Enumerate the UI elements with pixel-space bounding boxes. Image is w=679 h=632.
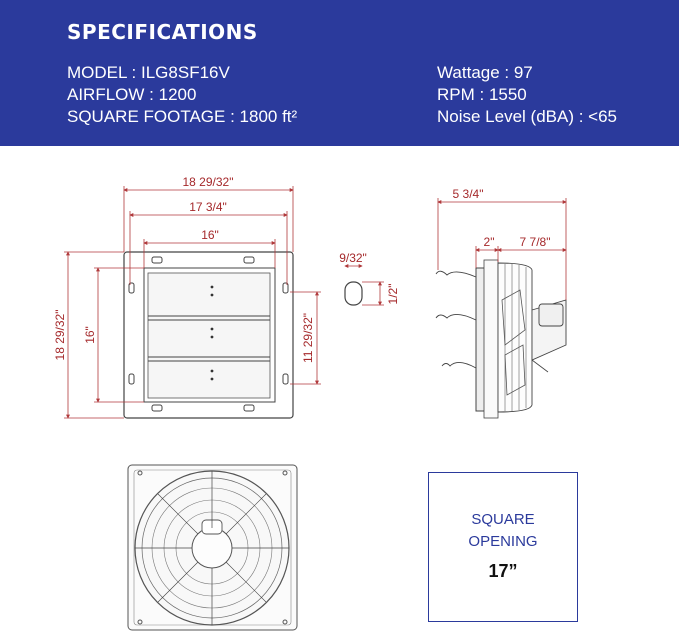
dim-opening-width: 16" xyxy=(201,228,219,242)
mount-slot xyxy=(129,374,134,384)
dim-flange: 2" xyxy=(483,235,495,249)
shutter-dot xyxy=(211,328,214,331)
shutter-panel xyxy=(148,273,270,398)
mount-slot xyxy=(244,405,254,411)
square-opening-box xyxy=(428,472,578,622)
shutter-dot xyxy=(211,336,214,339)
side-view-drawing xyxy=(436,187,566,418)
motor-housing xyxy=(539,304,563,326)
dim-opening-height: 16" xyxy=(83,326,97,344)
shutter-linkage xyxy=(442,362,476,368)
rear-view-drawing xyxy=(128,465,297,630)
square-opening-label: SQUARE OPENING xyxy=(468,511,538,550)
dim-slot-height: 1/2" xyxy=(386,283,400,305)
shutter-dot xyxy=(211,378,214,381)
square-opening-size: 17” xyxy=(488,561,518,581)
shutter-dot xyxy=(211,294,214,297)
spec-airflow: AIRFLOW : 1200 xyxy=(67,85,197,104)
spec-wattage: Wattage : 97 xyxy=(437,63,533,82)
shutter-dot xyxy=(211,286,214,289)
shutter-linkage xyxy=(436,271,476,277)
spec-rpm: RPM : 1550 xyxy=(437,85,527,104)
dim-slot-width: 9/32" xyxy=(339,251,367,265)
spec-model: MODEL : ILG8SF16V xyxy=(67,63,230,82)
mount-slot xyxy=(244,257,254,263)
slot-outline xyxy=(345,282,362,305)
front-view-drawing xyxy=(53,175,321,418)
dim-guard: 7 7/8" xyxy=(519,235,551,249)
mount-slot xyxy=(152,257,162,263)
dim-frame-height: 11 29/32" xyxy=(301,312,315,364)
banner-title: SPECIFICATIONS xyxy=(67,20,258,44)
mount-slot xyxy=(152,405,162,411)
slot-detail-drawing xyxy=(339,251,400,305)
specifications-banner xyxy=(0,0,679,146)
mount-slot xyxy=(283,374,288,384)
shutter-dot xyxy=(211,370,214,373)
side-frame xyxy=(484,260,498,418)
dim-overall-height: 18 29/32" xyxy=(53,309,67,361)
dim-frame-width: 17 3/4" xyxy=(189,200,227,214)
spec-noise-level: Noise Level (dBA) : <65 xyxy=(437,107,618,126)
motor-strut xyxy=(532,360,548,372)
dim-overall-width: 18 29/32" xyxy=(182,175,234,189)
shutter-linkage xyxy=(436,314,476,320)
dim-depth: 5 3/4" xyxy=(452,187,484,201)
spec-square-footage: SQUARE FOOTAGE : 1800 ft² xyxy=(67,107,298,126)
